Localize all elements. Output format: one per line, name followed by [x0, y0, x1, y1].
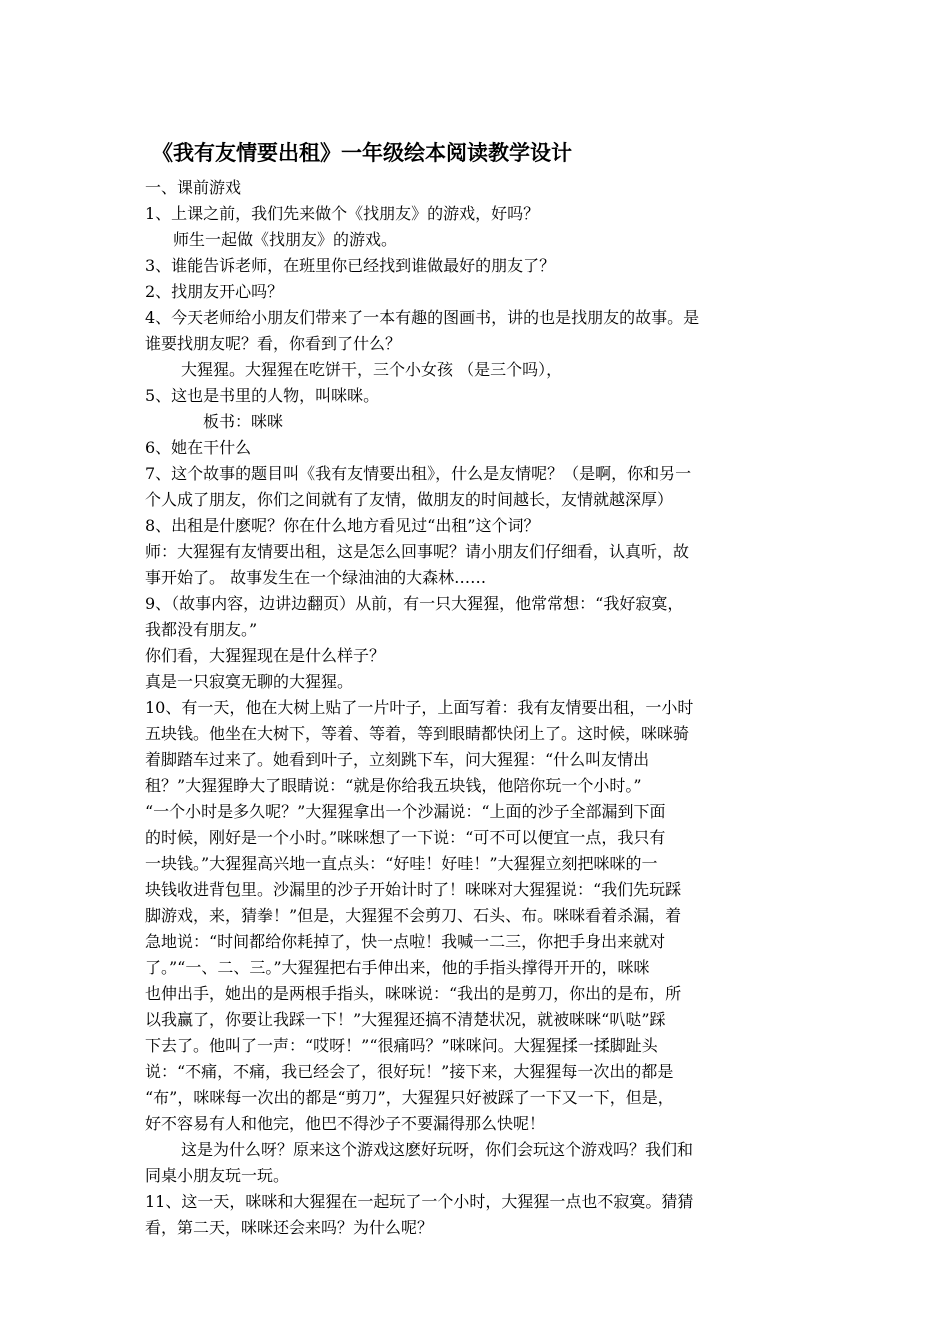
text-line: 个人成了朋友，你们之间就有了友情，做朋友的时间越长，友情就越深厚） — [145, 490, 674, 509]
text-line: 师：大猩猩有友情要出租，这是怎么回事呢？请小朋友们仔细看，认真听，故 — [145, 542, 690, 561]
text-line: 急地说：“时间都给你耗掉了，快一点啦！我喊一二三，你把手身出来就对 — [145, 932, 666, 951]
text-line: “布”，咪咪每一次出的都是“剪刀”，大猩猩只好被踩了一下又一下，但是， — [145, 1088, 674, 1107]
text-line: 说：“不痛，不痛，我已经会了，很好玩！”接下来，大猩猩每一次出的都是 — [145, 1062, 674, 1081]
text-line: 4、今天老师给小朋友们带来了一本有趣的图画书，讲的也是找朋友的故事。是 — [145, 308, 700, 327]
text-line: 看，第二天，咪咪还会来吗？为什么呢？ — [145, 1218, 434, 1237]
text-line: 9、（故事内容，边讲边翻页）从前，有一只大猩猩，他常常想：“我好寂寞， — [145, 594, 684, 613]
text-line: 5、这也是书里的人物，叫咪咪。 — [145, 386, 380, 405]
text-line: 了。”“一、二、三。”大猩猩把右手伸出来，他的手指头撑得开开的，咪咪 — [145, 958, 650, 977]
text-line: 事开始了。 故事发生在一个绿油油的大森林…… — [145, 568, 487, 587]
text-line: 1、上课之前，我们先来做个《找朋友》的游戏，好吗？ — [145, 204, 540, 223]
text-line: 好不容易有人和他完，他巴不得沙子不要漏得那么快呢！ — [145, 1114, 546, 1133]
text-line: 块钱收进背包里。沙漏里的沙子开始计时了！咪咪对大猩猩说：“我们先玩踩 — [145, 880, 682, 899]
text-line: 2、找朋友开心吗？ — [145, 282, 284, 301]
text-line: 3、谁能告诉老师，在班里你已经找到谁做最好的朋友了？ — [145, 256, 556, 275]
document-title: 《我有友情要出租》一年级绘本阅读教学设计 — [152, 140, 572, 165]
text-line: 你们看，大猩猩现在是什么样子？ — [145, 646, 386, 665]
text-line: 以我赢了，你要让我踩一下！”大猩猩还搞不清楚状况，就被咪咪“叭哒”踩 — [145, 1010, 666, 1029]
text-line: 我都没有朋友。” — [145, 620, 258, 639]
text-line: 7、这个故事的题目叫《我有友情要出租》，什么是友情呢？（是啊，你和另一 — [145, 464, 692, 483]
text-line: 大猩猩。大猩猩在吃饼干，三个小女孩 （是三个吗）， — [181, 360, 563, 379]
text-line: 脚游戏，来，猜拳！”但是，大猩猩不会剪刀、石头、布。咪咪看着杀漏，着 — [145, 906, 682, 925]
text-line: “一个小时是多久呢？”大猩猩拿出一个沙漏说：“上面的沙子全部漏到下面 — [145, 802, 666, 821]
text-line: 也伸出手，她出的是两根手指头，咪咪说：“我出的是剪刀，你出的是布，所 — [145, 984, 682, 1003]
text-line: 的时候，刚好是一个小时。”咪咪想了一下说：“可不可以便宜一点，我只有 — [145, 828, 666, 847]
text-line: 板书：咪咪 — [203, 412, 284, 431]
text-line: 租？”大猩猩睁大了眼睛说：“就是你给我五块钱，他陪你玩一个小时。” — [145, 776, 642, 795]
text-line: 下去了。他叫了一声：“哎呀！”“很痛吗？”咪咪问。大猩猩揉一揉脚趾头 — [145, 1036, 658, 1055]
text-line: 真是一只寂寞无聊的大猩猩。 — [145, 672, 354, 691]
text-line: 一块钱。”大猩猩高兴地一直点头：“好哇！好哇！”大猩猩立刻把咪咪的一 — [145, 854, 658, 873]
text-line: 师生一起做《找朋友》的游戏。 — [173, 230, 398, 249]
text-line: 着脚踏车过来了。她看到叶子，立刻跳下车，问大猩猩：“什么叫友情出 — [145, 750, 650, 769]
text-line: 这是为什么呀？原来这个游戏这麽好玩呀，你们会玩这个游戏吗？我们和 — [181, 1140, 694, 1159]
text-line: 8、出租是什麽呢？你在什么地方看见过“出租”这个词？ — [145, 516, 540, 535]
text-line: 谁要找朋友呢？看，你看到了什么？ — [145, 334, 402, 353]
text-line: 同桌小朋友玩一玩。 — [145, 1166, 290, 1185]
text-line: 五块钱。他坐在大树下，等着、等着，等到眼睛都快闭上了。这时候，咪咪骑 — [145, 724, 690, 743]
text-line: 6、她在干什么 — [145, 438, 252, 457]
text-line: 一、课前游戏 — [145, 178, 242, 197]
text-line: 11、这一天，咪咪和大猩猩在一起玩了一个小时，大猩猩一点也不寂寞。猜猜 — [145, 1192, 694, 1211]
text-line: 10、有一天，他在大树上贴了一片叶子，上面写着：我有友情要出租，一小时 — [145, 698, 694, 717]
